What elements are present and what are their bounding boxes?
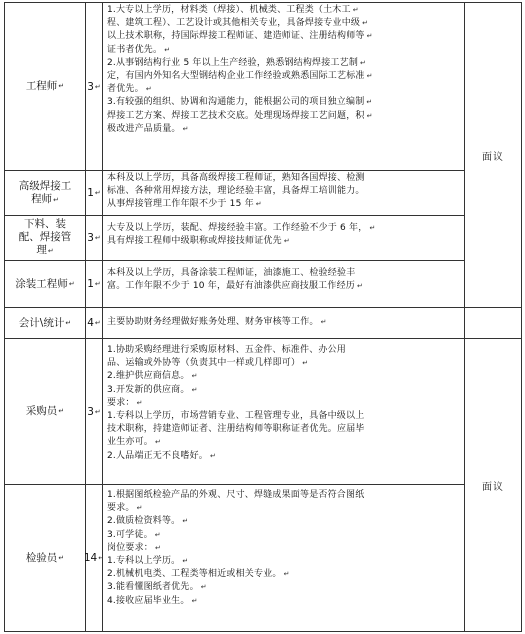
requirement-line: 以上技术职称，持国际焊接工程师证、建造师证、注册结构师等 ↵ [107,31,373,42]
requirements-senior-welding-engineer [103,171,464,215]
requirement-line: 2.维护供应商信息。 ↵ [107,371,198,382]
requirement-line: 证书者优先。 ↵ [107,44,171,55]
requirement-line: 3.可学徒。 ↵ [107,529,161,540]
requirements-inspector [103,485,464,631]
requirement-line: 1.根据图纸检验产品的外观、尺寸、焊缝成果面等是否符合图纸 [107,490,365,500]
job-title-coating-engineer: 涂装工程师 ↵ [15,277,75,290]
requirement-line: 富。工作年限不少于 10 年，最好有油漆供应商技服工作经历 ↵ [107,281,364,292]
table-border-bottom [4,631,522,632]
salary-note-accounting [465,308,521,338]
requirement-line: 业生亦可。 ↵ [107,437,162,448]
job-title-purchaser: 采购员 ↵ [25,405,65,417]
requirement-line: 2.人品端正无不良嗜好。 ↵ [107,450,217,461]
job-title-inspector: 检验员 ↵ [25,551,65,564]
requirement-line: 1.协助采购经理进行采购原材料、五金件、标准件、办公用 [107,345,346,355]
requirement-line: 者优先。 ↵ [107,84,152,95]
requirement-line: 从事焊接管理工作年限不少于 15 年 ↵ [107,199,262,210]
requirement-line: 极改进产品质量。 ↵ [107,123,189,134]
requirements-fabrication-welding-manager [103,216,464,260]
requirement-line: 1.大专以上学历，材料类（焊接）、机械类、工程类（土木工 ↵ [107,5,359,15]
requirement-line: 岗位要求： ↵ [107,542,162,553]
salary-note-bottom: 面议 [482,481,504,493]
job-title-accounting-statistics: 会计\统计 ↵ [18,316,72,329]
requirements-accounting-statistics [103,308,464,338]
requirement-line: 技术职称，持建造师证者、注册结构师等职称证者优先。应届毕 [107,424,365,435]
requirement-line: 1.专科以上学历，市场营销专业、工程管理专业，具备中级以上 [107,411,365,422]
requirement-line: 本科及以上学历，具备高级焊接工程师证，熟知各国焊接、检测 [107,173,365,183]
requirement-line: 标准、各种常用焊接方法，理论经验丰富，具备焊工培训能力。 [107,186,365,197]
requirement-line: 2.做质检资料等。 ↵ [107,516,189,527]
requirements-engineer [103,3,464,170]
requirement-line: 程、建筑工程）、工艺设计或其他相关专业，具备焊接专业中级 ↵ [107,18,369,29]
requirements-coating-engineer [103,261,464,307]
requirement-line: 本科及以上学历，具备涂装工程师证，油漆施工、检验经验丰 [107,268,356,278]
requirement-line: 2.从事钢结构行业 5 年以上生产经验，熟悉钢结构焊接工艺制 ↵ [107,57,367,68]
requirement-line: 要求。 ↵ [107,503,143,514]
headcount-inspector: 14 ↵ [83,552,105,564]
requirement-line: 主要协助财务经理做好账务处理、财务审核等工作。 ↵ [107,317,327,327]
job-title-senior-welding-engineer: 高级焊接工 程师↵ [18,179,72,205]
requirement-line: 焊接工艺方案、焊接工艺技术交底。处理现场焊接工艺问题，积 ↵ [107,110,373,121]
requirement-line: 1.专科以上学历。 ↵ [107,556,189,567]
headcount-fabrication-welding-manager: 3 ↵ [87,232,101,244]
requirement-line: 大专及以上学历，装配、焊接经验丰富。工作经验不少于 6 年， ↵ [107,223,376,233]
headcount-purchaser: 3 ↵ [87,405,101,418]
table-border-right [521,2,522,632]
headcount-coating-engineer: 1 ↵ [87,278,101,290]
requirement-line: 品、运输或外协等（负责其中一样或几样即可） ↵ [107,358,309,369]
headcount-engineer: 3 ↵ [87,80,101,93]
requirement-line: 3.有较强的组织、协调和沟通能力，能根据公司的项目独立编制 ↵ [107,97,373,108]
job-title-fabrication-welding-manager: 下料、装 配、焊接管 理↵ [18,218,72,256]
requirement-line: 要求： ↵ [107,397,143,408]
requirement-line: 3.开发新的供应商。 ↵ [107,384,198,395]
requirement-line: 2.机械机电类、工程类等相近或相关专业。 ↵ [107,569,290,580]
requirement-line: 3.能看懂图纸者优先。 ↵ [107,582,207,593]
requirement-line: 4.接收应届毕业生。 ↵ [107,595,198,606]
salary-note-top: 面议 [482,151,504,163]
headcount-accounting-statistics: 4 ↵ [87,317,101,329]
requirement-line: 具有焊接工程师中级职称或焊接技师证优先 ↵ [107,236,290,247]
requirements-purchaser [103,339,464,484]
job-title-engineer: 工程师 ↵ [25,80,65,92]
requirement-line: 定，有国内外知名大型钢结构企业工作经验或熟悉国际工艺标准 ↵ [107,71,373,82]
headcount-senior-welding-engineer: 1 ↵ [87,187,101,199]
